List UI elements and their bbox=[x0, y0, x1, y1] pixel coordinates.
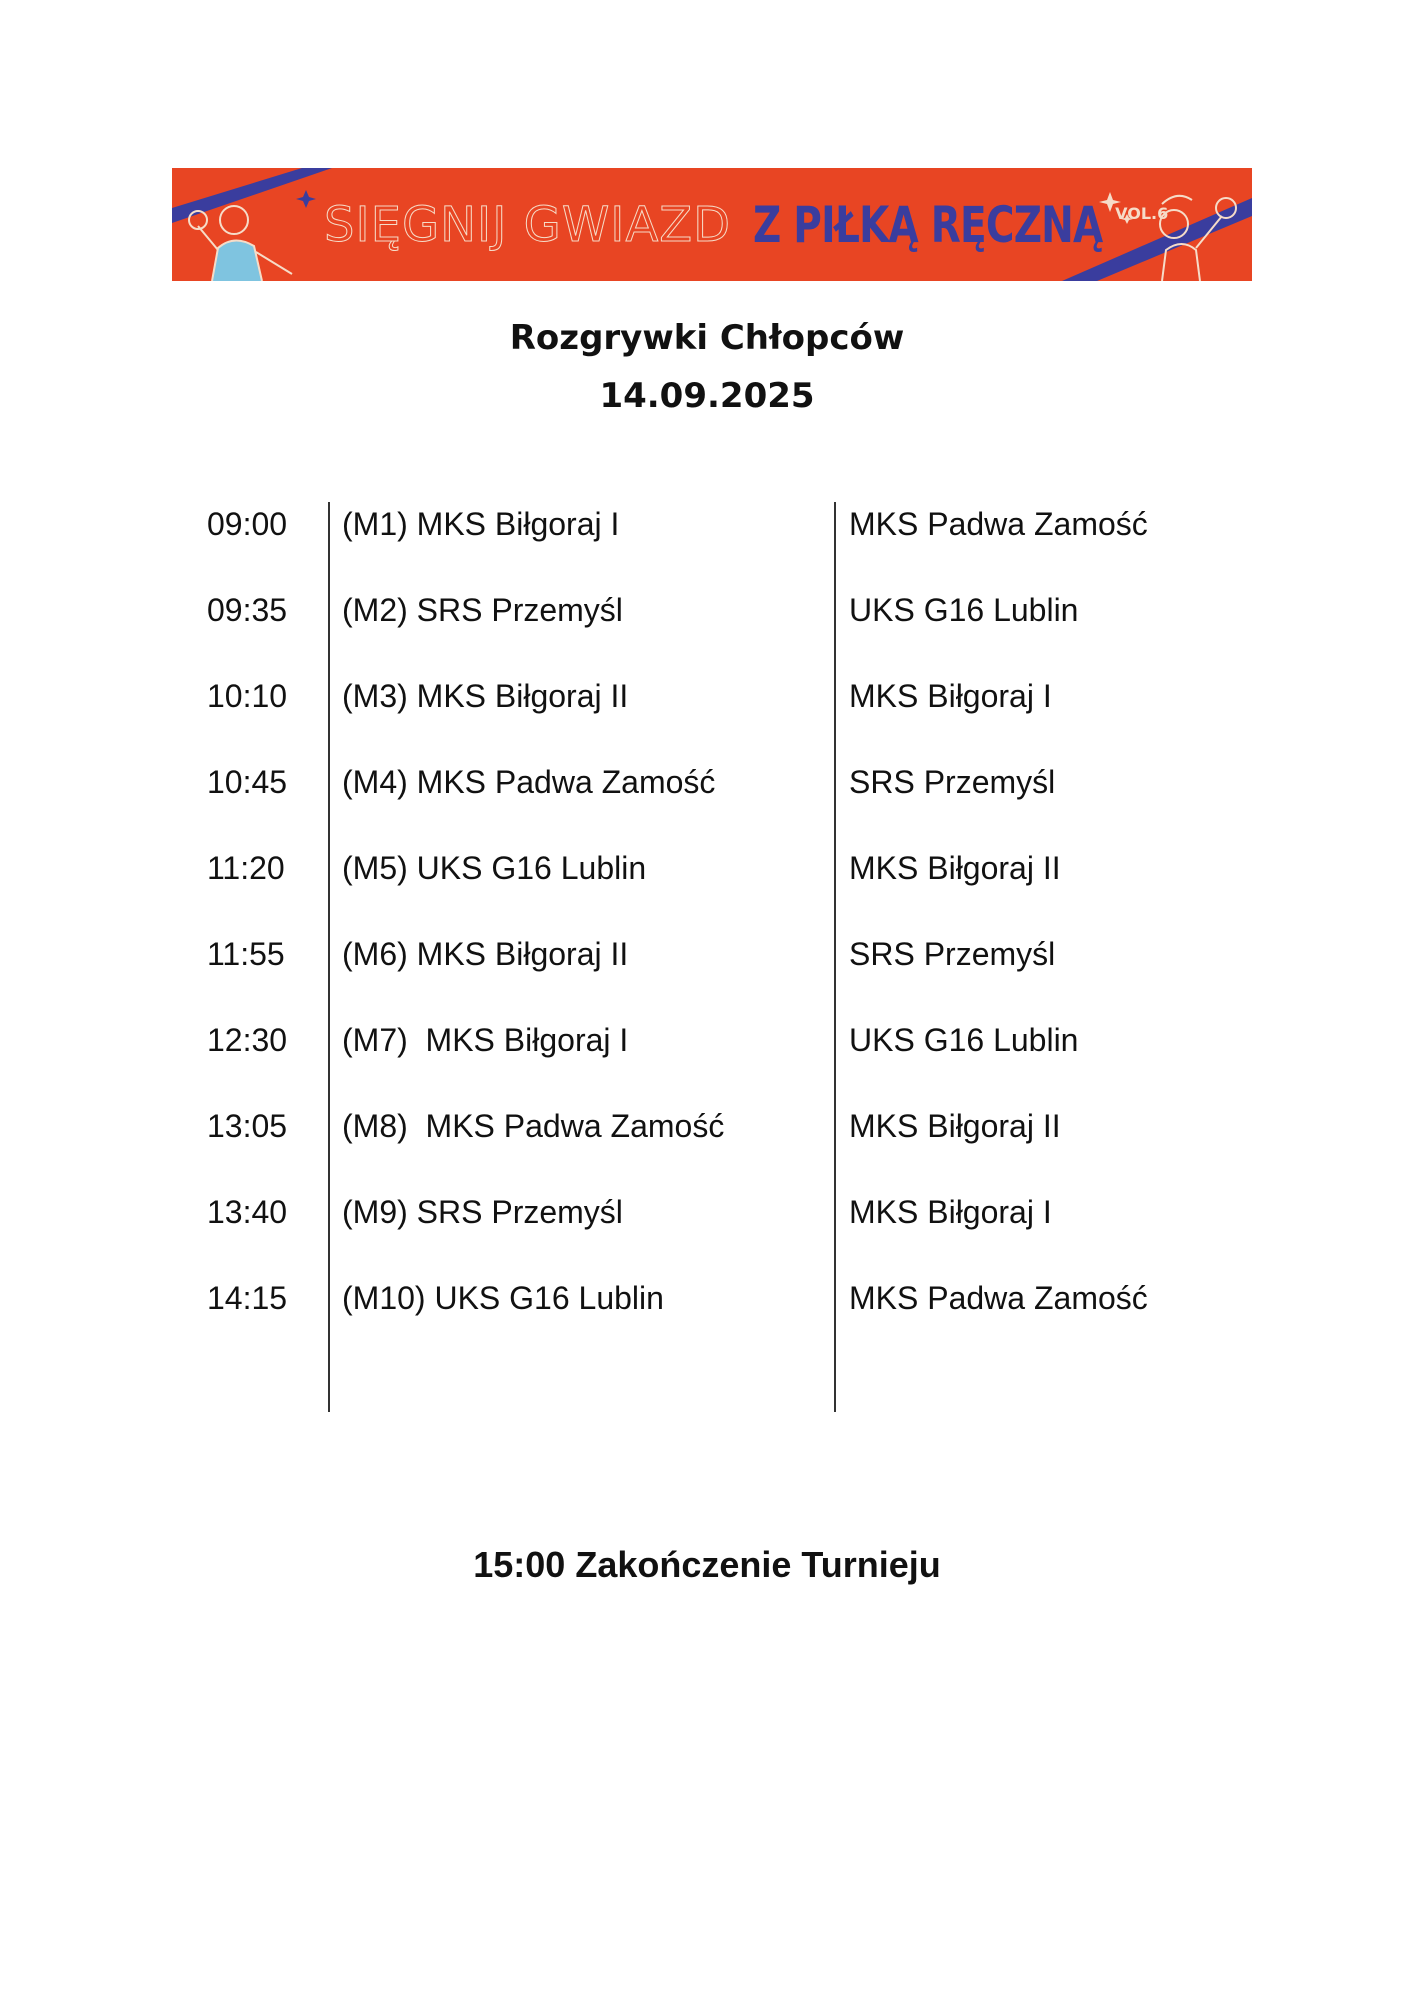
match-row bbox=[0, 1194, 1414, 1254]
match-home: (M7) MKS Biłgoraj I bbox=[342, 1022, 629, 1058]
match-time: 13:05 bbox=[207, 1108, 288, 1144]
match-home: (M9) SRS Przemyśl bbox=[342, 1194, 623, 1230]
match-time: 11:20 bbox=[207, 850, 285, 886]
star-icon bbox=[296, 190, 316, 208]
banner-edition: VOL.6 bbox=[1115, 204, 1169, 223]
match-home: (M2) SRS Przemyśl bbox=[342, 592, 623, 628]
match-row bbox=[0, 1280, 1414, 1340]
match-home: (M3) MKS Biłgoraj II bbox=[342, 678, 629, 714]
match-away: MKS Padwa Zamość bbox=[849, 506, 1148, 542]
match-row bbox=[0, 1108, 1414, 1168]
match-away: MKS Biłgoraj I bbox=[849, 678, 1052, 714]
banner-title bbox=[324, 168, 1168, 281]
match-away: SRS Przemyśl bbox=[849, 936, 1056, 972]
match-time: 10:10 bbox=[207, 678, 288, 714]
match-row bbox=[0, 1022, 1414, 1082]
player-left-icon bbox=[189, 206, 292, 281]
match-away: SRS Przemyśl bbox=[849, 764, 1056, 800]
event-date: 14.09.2025 bbox=[599, 376, 815, 416]
match-time: 11:55 bbox=[207, 936, 285, 972]
match-away: MKS Padwa Zamość bbox=[849, 1280, 1148, 1316]
banner-main-text: SIĘGNIJ GWIAZD bbox=[324, 196, 732, 253]
match-home: (M8) MKS Padwa Zamość bbox=[342, 1108, 725, 1144]
match-home: (M5) UKS G16 Lublin bbox=[342, 850, 647, 886]
match-time: 09:00 bbox=[207, 506, 288, 542]
tournament-end-note: 15:00 Zakończenie Turnieju bbox=[473, 1544, 941, 1585]
match-home: (M6) MKS Biłgoraj II bbox=[342, 936, 629, 972]
event-banner bbox=[172, 168, 1252, 281]
match-row bbox=[0, 936, 1414, 996]
match-home: (M10) UKS G16 Lublin bbox=[342, 1280, 664, 1316]
match-time: 13:40 bbox=[207, 1194, 288, 1230]
match-row bbox=[0, 678, 1414, 738]
match-away: UKS G16 Lublin bbox=[849, 1022, 1079, 1058]
banner-sub-text: Z PIŁKĄ RĘCZNĄ bbox=[753, 195, 1103, 254]
match-row bbox=[0, 506, 1414, 566]
match-row bbox=[0, 592, 1414, 652]
match-away: MKS Biłgoraj II bbox=[849, 850, 1061, 886]
match-time: 12:30 bbox=[207, 1022, 288, 1058]
page-title: Rozgrywki Chłopców bbox=[509, 318, 905, 358]
match-row bbox=[0, 850, 1414, 910]
match-time: 14:15 bbox=[207, 1280, 288, 1316]
match-time: 10:45 bbox=[207, 764, 288, 800]
match-home: (M4) MKS Padwa Zamość bbox=[342, 764, 716, 800]
match-row bbox=[0, 764, 1414, 824]
match-away: MKS Biłgoraj I bbox=[849, 1194, 1052, 1230]
match-time: 09:35 bbox=[207, 592, 288, 628]
match-away: MKS Biłgoraj II bbox=[849, 1108, 1061, 1144]
match-away: UKS G16 Lublin bbox=[849, 592, 1079, 628]
match-home: (M1) MKS Biłgoraj I bbox=[342, 506, 620, 542]
